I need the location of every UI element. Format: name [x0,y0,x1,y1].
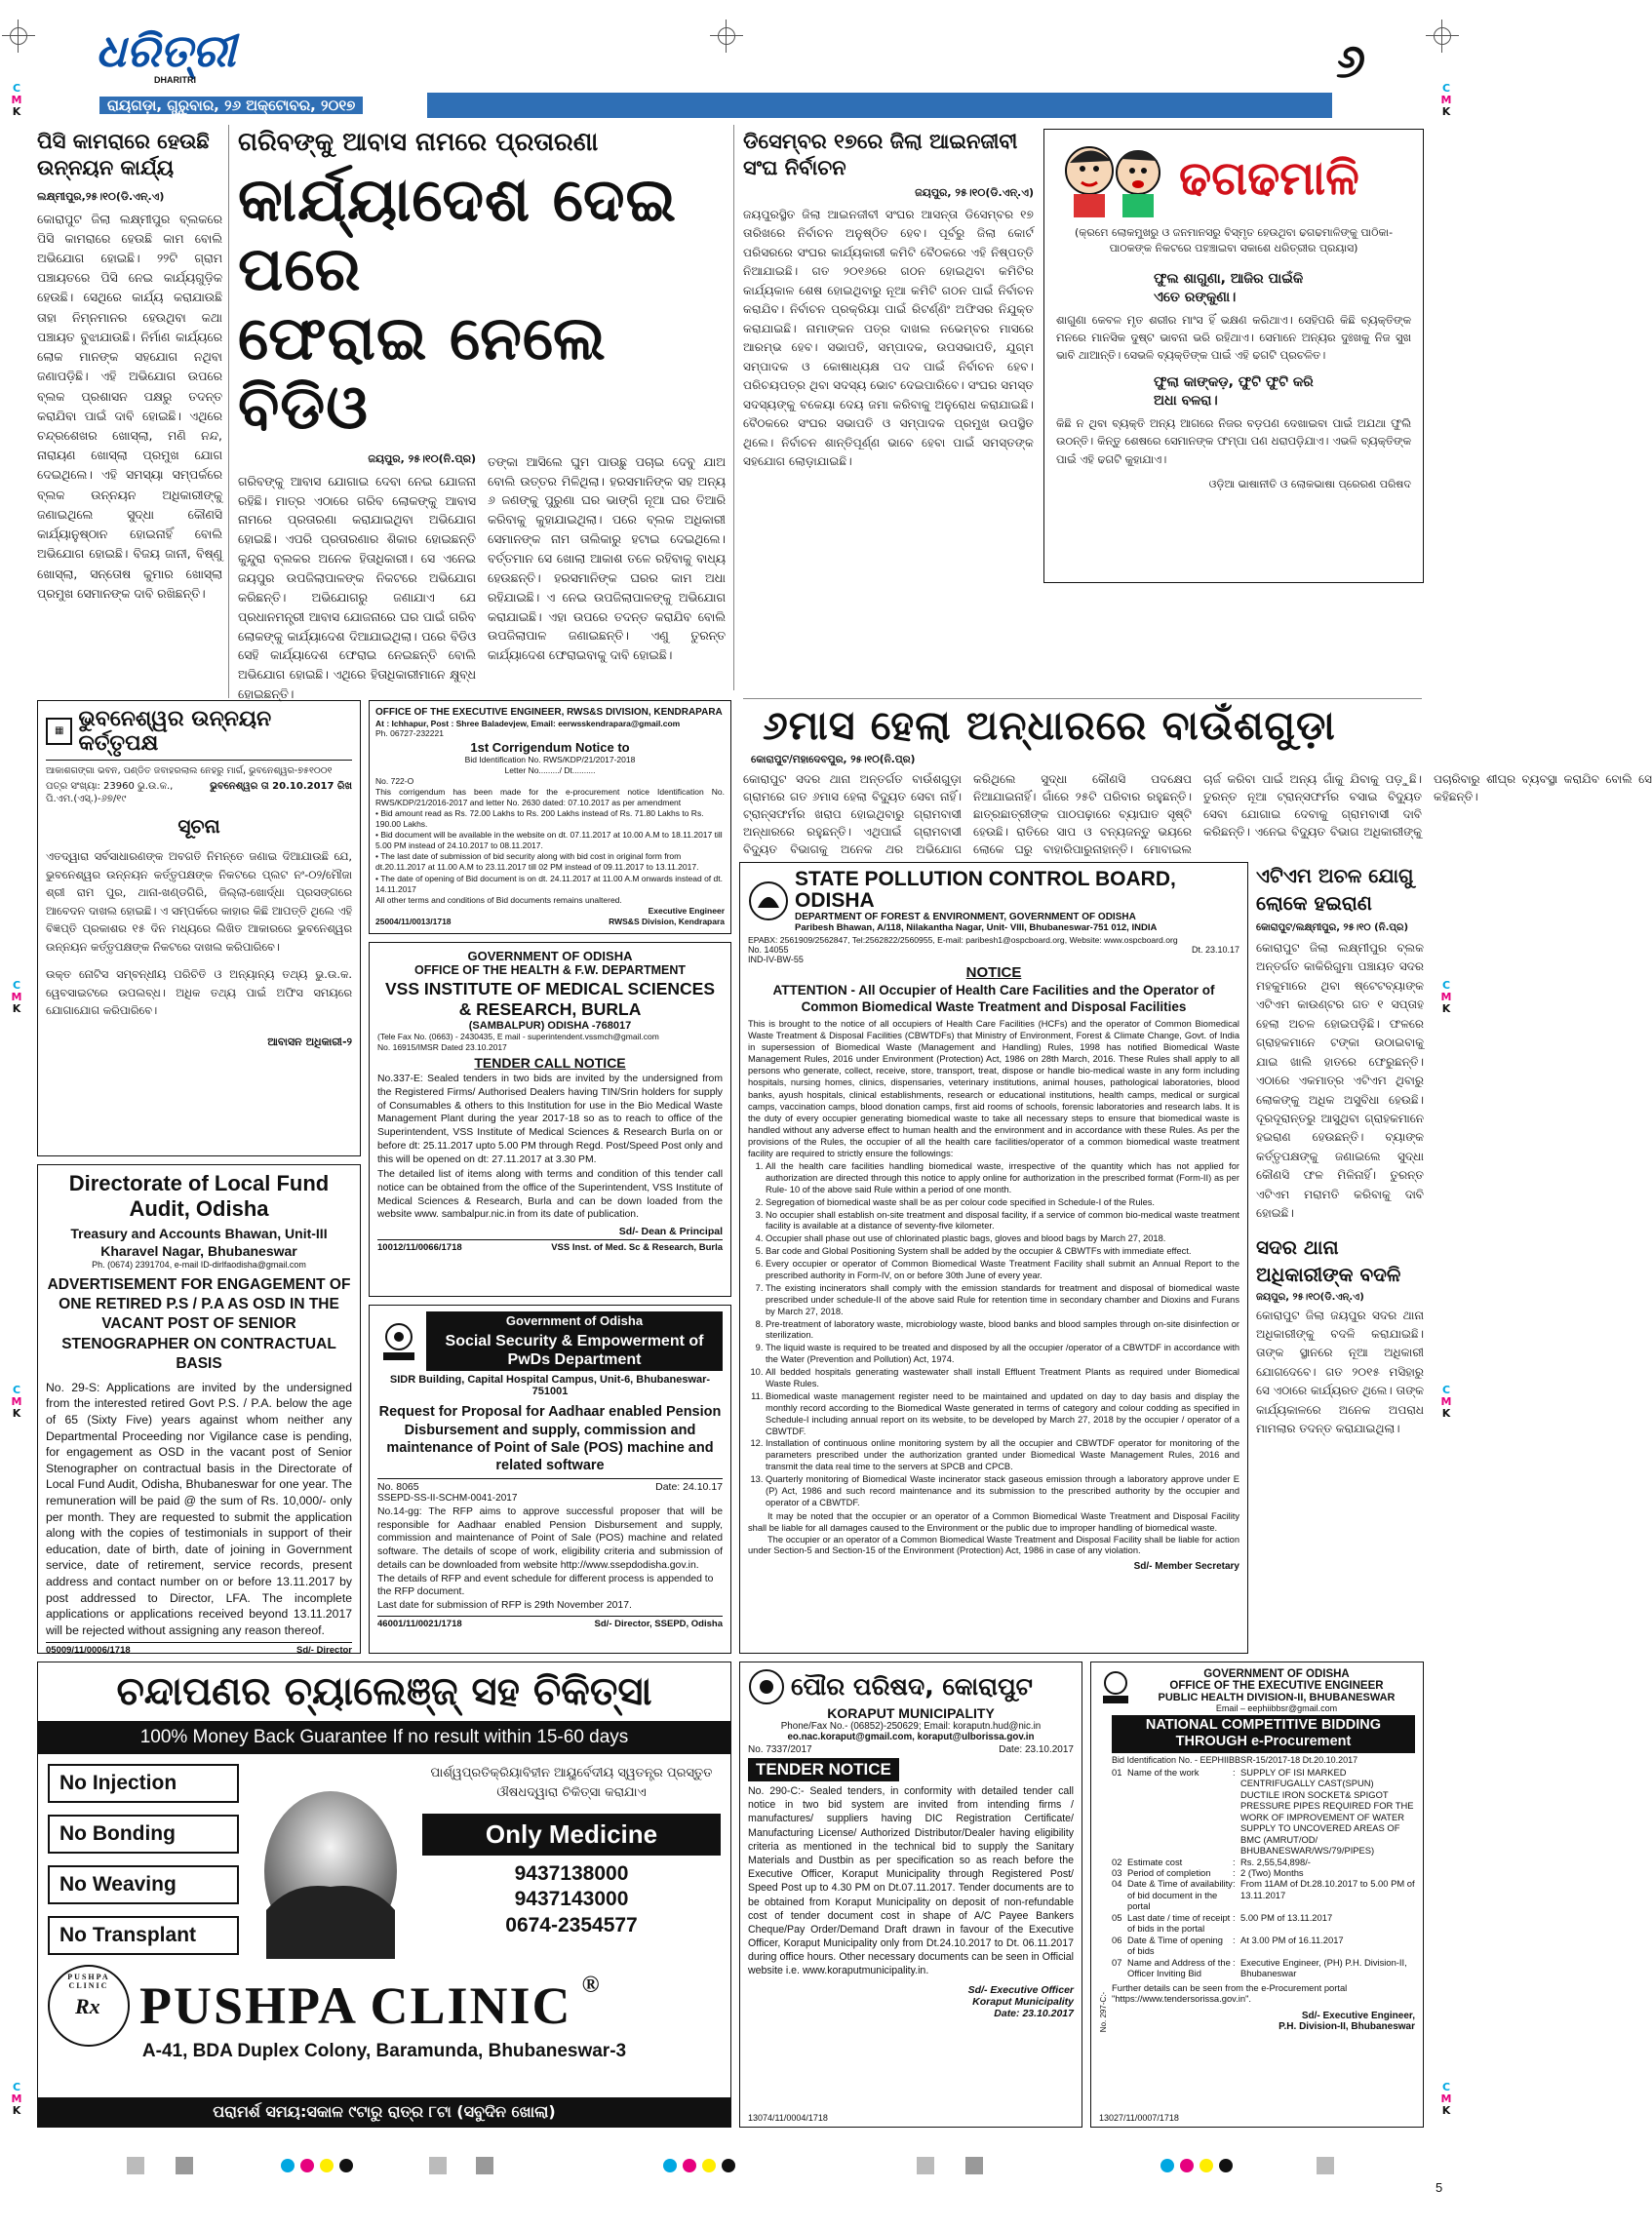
contact: (Tele Fax No. (0663) - 2430435, E mail - superintendent.vssmch@gmail.com [377,1032,659,1041]
notice-ref: ପି.ଏମ.(ଏସ୍‌.)-୬୭/୧୯ [46,794,127,805]
cmk-mark: C M K [11,979,22,1016]
requirement-item: 7. The existing incinerators shall comply with the emission standards for treatment and disposal of biomedical waste prescribed under schedule-II of the above said Rule for retention time in secondary chamber and Dioxins and Furans by March 27, 2018. [766,1283,1239,1318]
phone-2: 9437143000 [514,1888,629,1911]
clinic-name: PUSHPA CLINIC [139,1976,572,2035]
pushpa-clinic-ad [37,1662,731,2128]
headline: ୬ମାସ ହେଲା ଅନ୍ଧାରରେ ବାଉଁଶଗୁଡ଼ା [763,702,1336,749]
office-phone: Ph. 06727-232221 [375,728,444,738]
notice-body: No. 290-C:- Sealed tenders, in conformity with detailed tender call notice in two bid system are invited from intending firms / manufactures/ suppliers having DIC Registration Certificate/ Manufacturing License/ Authorized Distributor/Dealer having eligibility criteria as mentioned in the technical bid to supply the Sanitary Materials and Dustbin as per specification so as reach before the Executive Officer, Koraput Municipality through Registered Post/ Speed Post up to 4.30 PM on Dt.07.11.2017. Tender documents are to be obtained from Koraput Municipality on deposit of non-refundable cost of tender document cost in shape of A/C Payee Bankers Cheque/Pay Order/Demand Draft drawn in favour of the Executive Officer, Koraput Municipality only from Dt.24.10.2017 to Dt. 06.11.2017 during office hours. Other necessary documents can be seen in Official website i.e. www.koraputmunicipality.in. [748,1785,1074,1977]
lfa-advertisement [37,1164,361,1657]
signer: Sd/- Executive Officer [967,1983,1074,1996]
phd-bidding-notice [1090,1662,1424,2128]
ad-body: No. 29-S: Applications are invited by the undersigned from the interested retired Govt P.S. / P.A. below the age of 65 (Sixty Five) years against whom neither any Departmental Proceeding nor Vigilance case is pending, for engagement as OSD in the vacant post of Senior Stenographer on contractual basis in the Directorate of Local Fund Audit, Odisha, Bhubaneswar for one year. The remuneration will be paid @ the sum of Rs. 10,000/- only per month. They are requested to submit the application along with the copies of testimonials in support of their education, date of birth, date of joining in Government service, date of retirement, service records, present address and contact number on or before 13.11.2017 by post addressed to Director, LFA. The incomplete applications or applications received beyond 13.11.2017 will be rejected without assigning any reason thereof. [46,1380,352,1637]
office-title: OFFICE OF THE HEALTH & F.W. DEPARTMENT [414,963,686,977]
requirement-item: 11. Biomedical waste management register need to be maintained and updated on day to day basis and display the monthly record according to the Biomedical Waste generated in terms of category and colour codding as specified in Schedule-I including annual report on its website, to be developed by March 27, 2018 by the occupier / operator of a CBWTDF. [766,1391,1239,1438]
saying-2-text: କିଛି ନ ଥିବା ବ୍ୟକ୍ତି ଅନ୍ୟ ଆଗରେ ନିଜର ବଡ଼ପଣ ଦେଖାଇବା ପାଇଁ ଅଯଥା ଫୁଲି ଉଠନ୍ତି। କିନ୍ତୁ ଶେଷରେ ସେମାନଙ୍କ ଫମ୍ପା ପଣ ଧରାପଡ଼ିଯାଏ। ଏଭଳି ବ୍ୟକ୍ତିଙ୍କ ପାଇଁ ଏହି ଢଗଟି କୁହାଯାଏ। [1056,416,1411,466]
dhaga-dhamali-box [1043,129,1424,583]
notice-heading: ସୂଚନା [177,814,220,839]
portal-note: Further details can be seen from the e-Procurement portal "https://www.tendersorissa.gov.in". [1112,1981,1348,2005]
requirement-item: 5. Bar code and Global Positioning System shall be added by the occupier & CBWTFs with immediate effect. [766,1246,1239,1258]
contact-2: eo.nac.koraput@gmail.com, koraput@ulborissa.gov.in [787,1732,1035,1742]
file-ref: SSEPD-SS-II-SCHM-0041-2017 [377,1492,518,1504]
magenta-dot [683,2159,696,2172]
story-body-2: ତଙ୍କା ଆସିଲେ ଘୁମ ପାଉଛୁ ପଚାଇ ଦେବୁ ଯାଅ ବୋଲି ଉତ୍ତର ମିଳିଥିଲା। ହରସମାନିଙ୍କ ସହ ଅନ୍ୟ ୬ ଜଣଙ୍କୁ ପୁରୁଣା ଘର ଭାଙ୍ଗି ନୂଆ ଘର ତିଆରି କରିବାକୁ କୁହାଯାଇଥିଲା। ପରେ ବ୍ଲକ ଅଧିକାରୀ ସେମାନଙ୍କ ନାମ ତାଲିକାରୁ ହଟାଇ ଦେଇଥିଲେ। ବର୍ତ୍ତମାନ ସେ ଖୋଲା ଆକାଶ ତଳେ ରହିବାକୁ ବାଧ୍ୟ ହେଉଛନ୍ତି। ହରସମାନିଙ୍କ ଘରର କାମ ଅଧା ରହିଯାଇଛି। ଏ ନେଇ ଉପଜିଲାପାଳଙ୍କୁ ଅଭିଯୋଗ କରାଯାଇଛି। ଏହା ଉପରେ ତଦନ୍ତ କରାଯିବ ବୋଲି ଉପଜିଲାପାଳ ଜଣାଇଛନ୍ତି। ଏଣୁ ତୁରନ୍ତ କାର୍ଯ୍ୟାଦେଶ ଫେରାଇବାକୁ ଦାବି ହୋଇଛି। [488,453,726,663]
ref-date: Date: 24.10.17 [655,1480,723,1493]
board-title: STATE POLLUTION CONTROL BOARD, ODISHA [795,868,1176,913]
directorate-address: Treasury and Accounts Bhawan, Unit-III Kharavel Nagar, Bhubaneswar [70,1225,328,1259]
dept-address: SIDR Building, Capital Hospital Campus, Unit-6, Bhubaneswar-751001 [389,1374,711,1398]
folio-number: 5 [1436,2180,1443,2195]
bullet-item: • The date of opening of Bid document is on dt. 24.11.2017 at 11.00 A.M onwards instead of dt. 14.11.2017 [375,873,723,894]
institute-place: (SAMBALPUR) ODISHA -768017 [468,1020,632,1032]
cmk-mark: C M K [11,2081,22,2118]
ref-no: No. 7337/2017 [748,1744,812,1755]
saying-2: ଫୁଲା କାଙ୍କଡ଼, ଫୁଟି ଫୁଟି କରି ଅଧା ବଳରା। [1154,374,1314,410]
ad-code: 25004/11/0013/1718 [375,916,452,926]
rfp-body: No.14-gg: The RFP aims to approve successful proposer that will be responsible for Aadhaar enabled Pension Disbursement and supply, commission and maintenance of Point of Sale (POS) machine and related software. The details of scope of work, eligibility criteria and submission of details can be downloaded from website http://www.ssepdodisha.gov.in. [377,1506,723,1571]
signer: Sd/- Director [295,1645,352,1657]
headline: ଏଟିଏମ ଅଚଳ ଯୋଗୁ ଲୋକେ ହଇରାଣ [1256,864,1414,915]
guarantee-banner: 100% Money Back Guarantee If no result within 15-60 days [38,1721,730,1754]
requirement-item: 6. Every occupier or operator of Common Biomedical Waste Treatment Facility shall submit an Annual Report to the prescribed authority in Form-IV, on or before 30th June of every year. [766,1259,1239,1282]
table-row: 01 Name of the work : SUPPLY OF ISI MARKED CENTRIFUGALLY CAST(SPUN) DUCTILE IRON SOCKET& SPIGOT PRESSURE PIPES REQUIRED FOR THE WORK OF IMPROVEMENT OF WATER SUPPLY TO UNCOVERED AREAS OF BMC (AMRUT/OD/ BHUBANESWAR/WS/79/PIPES) [1112,1766,1414,1857]
notice-no: No. 722-O [375,776,414,787]
odisha-emblem-icon [1099,1668,1132,1707]
yellow-dot [1200,2159,1213,2172]
notice-body-2: ଉକ୍ତ ନୋଟିସ ସମ୍ବନ୍ଧୀୟ ପରିଚିତି ଓ ଅନ୍ୟାନ୍ୟ ତଥ୍ୟ ଭୁ.ଉ.କ. ୱେବସାଇଟରେ ଉପଲବ୍ଧ। ଅଧିକ ତଥ୍ୟ ପାଇଁ ଅଫିସ ସମୟରେ ଯୋଗାଯୋଗ କରିପାରିବେ। [46,967,352,1018]
board-address: Paribesh Bhawan, A/118, Nilakantha Nagar, Unit- VIII, Bhubaneswar-751 012, INDIA [795,922,1158,934]
byline: ଜୟପୁର, ୨୫।୧୦(ନି.ପ୍ର) [368,451,476,465]
gray-swatch [176,2157,193,2174]
yellow-dot [320,2159,334,2172]
cmk-mark: C M K [1440,82,1452,119]
registration-mark [710,20,743,53]
table-row: 06 Date & Time of opening of bids : At 3.00 PM of 16.11.2017 [1112,1934,1344,1957]
rfp-body-2: The details of RFP and event schedule for different process is appended to the RFP document. [377,1573,714,1598]
institute-footer: VSS Inst. of Med. Sc & Research, Burla [551,1242,723,1254]
notice-subheading: ATTENTION - All Occupier of Health Care Facilities and the Operator of Common Biomedical Waste Treatment and Disposal Facilities [772,983,1215,1014]
gray-swatch [127,2157,144,2174]
seal-text: PUSHPA CLINIC [67,1973,110,1990]
cmk-mark: C M K [1440,2081,1452,2118]
column-intro: (କ୍ରମେ ଲୋକମୁଖରୁ ଓ ଜନମାନସରୁ ବିସ୍ମୃତ ହେଉଥିବା ଢଗଢମାଳିଙ୍କୁ ପାଠିକା-ପାଠକଙ୍କ ନିକଟରେ ପହଞ୍ଚାଇବା ସକାଶେ ଧରିତ୍ରୀର ପ୍ରୟାସ) [1074,226,1394,254]
gov-title: Government of Odisha [426,1311,723,1330]
notice-heading: TENDER CALL NOTICE [474,1055,626,1072]
ref-date: Date: 23.10.2017 [999,1744,1074,1755]
notice-date: ଭୁବନେଶ୍ୱର ତା 20.10.2017 ରିଖ [210,781,352,793]
table-row: 04 Date & Time of availability of bid document in the portal : From 11AM of Dt.28.10.2017 to 5.00 PM of 13.11.2017 [1112,1878,1415,1912]
bid-id: Bid Identification No. RWS/KDP/21/2017-2018 [464,755,636,764]
no-weaving: No Weaving [48,1865,239,1904]
cartoon-illustration-icon [1056,137,1171,219]
story-pc-room [37,129,222,696]
cmk-mark: C M K [1440,979,1452,1016]
ad-code: 05009/11/0006/1718 [46,1645,131,1657]
clinic-address: A-41, BDA Duplex Colony, Baramunda, Bhubaneswar-3 [141,2041,627,2061]
municipality-emblem-icon [748,1668,785,1705]
dept-title: DEPARTMENT OF FOREST & ENVIRONMENT, GOVERNMENT OF ODISHA [795,912,1136,923]
office-address: At : Ichhapur, Post : Shree Baladevjew, Email: eerwsskendrapara@gmail.com [375,719,681,728]
dept-title: Social Security & Empowerment of PwDs Department [426,1330,723,1371]
story-body: ଗରିବଙ୍କୁ ଆବାସ ଯୋଗାଇ ଦେବା ନେଇ ଯୋଜନା ରହିଛି। ମାତ୍ର ଏଠାରେ ଗରିବ ଲୋକଙ୍କୁ ଆବାସ ନାମରେ ପ୍ରତାରଣା କରାଯାଇଥିବା ଅଭିଯୋଗ ହୋଇଛି। ଏପରି ପ୍ରତାରଣାର ଶିକାର ହୋଇଛନ୍ତି କୁନ୍ଦୁରା ବ୍ଲକର ଅନେକ ହିତାଧିକାରୀ। ସେ ଏନେଇ ଜୟପୁର ଉପଜିଲାପାଳଙ୍କ ନିକଟରେ ଅଭିଯୋଗ କରିଛନ୍ତି। ଅଭିଯୋଗରୁ ଜଣାଯାଏ ଯେ ପ୍ରଧାନମନ୍ତ୍ରୀ ଆବାସ ଯୋଜନାରେ ଘର ପାଇଁ ଗରିବ ଲୋକଙ୍କୁ କାର୍ଯ୍ୟାଦେଶ ଦିଆଯାଇଥିଲା। ପରେ ବିଡିଓ ସେହି କାର୍ଯ୍ୟାଦେଶ ଫେରାଇ ନେଇଛନ୍ତି ବୋଲି ଅଭିଯୋଗ ହୋଇଛି। ଏଥିରେ ହିତାଧିକାରୀମାନେ କ୍ଷୁବ୍ଧ ହୋଇଛନ୍ତି। [238,473,476,702]
signer-2: Koraput Municipality [972,1995,1074,2008]
requirements-list [748,1161,1239,1509]
signer: ଆବାସନ ଅଧିକାରୀ-୨ [267,1035,352,1048]
byline: କୋରାପୁଟ/ଲକ୍ଷ୍ମୀପୁର, ୨୫।୧୦ (ନି.ପ୍ର) [1256,922,1409,933]
spcb-logo-icon [748,880,789,921]
signer: Sd/- Dean & Principal [618,1226,723,1238]
story-body-2: କୋରାପୁଟ ଜିଲା ଜୟପୁର ସଦର ଥାନା ଅଧିକାରୀଙ୍କୁ ବଦଳି କରାଯାଇଛି। ତାଙ୍କ ସ୍ଥାନରେ ନୂଆ ଅଧିକାରୀ ଯୋଗଦେବେ। ଗତ ୨୦୧୫ ମସିହାରୁ ସେ ଏଠାରେ କାର୍ଯ୍ୟରତ ଥିଲେ। ତାଙ୍କ କାର୍ଯ୍ୟକାଳରେ ଅନେକ ଅପରାଧ ମାମଲାର ତଦନ୍ତ କରାଯାଇଥିଲା। [1256,1308,1424,1436]
file-code: IND-IV-BW-55 [748,955,804,965]
requirement-item: 2. Segregation of biomedical waste shall be as per colour code specified in Schedule-I of the Rules. [766,1197,1239,1209]
requirement-item: 8. Pre-treatment of laboratory waste, microbiology waste, blood banks and blood samples through on-site disinfection or sterilization. [766,1319,1239,1343]
notice-title: ଭୁବନେଶ୍ୱର ଉନ୍ନୟନ କର୍ତ୍ତୃପକ୍ଷ [78,707,272,756]
division: RWS&S Division, Kendrapara [609,916,725,926]
memo-no: ପତ୍ର ସଂଖ୍ୟା: 23960 ଭୁ.ଉ.କ., [46,781,174,793]
ref-no: No. 14055 [748,945,789,956]
notice-intro: This is brought to the notice of all occupiers of Health Care Facilities (HCFs) and the operator of Common Biomedical Waste Treatment & Disposal Facilities (CBWTDFs) that Ministry of Environment, Forest & Climate Change, Govt. of India in supersession of Biomedical Waste (Management and Handling) Rules, 1998 has notified Biomedical Waste Management Rules, 2016 under Environment (Protection) Act, 1986 on 28th March, 2016. These Rules shall apply to all persons who generate, collect, receive, store, transport, treat, dispose or handle bio-medical waste in any form including hospitals, nursing homes, clinics, dispensaries, veterinary institutions, animal houses, pathological laboratories, blood banks, ayush hospitals, clinical establishments, research or educational institutions, health camps, medical or surgical camps, vaccination camps, blood donation camps, first aid rooms of schools, forensic laboratories and research labs. It is the duty of every occupier generating biomedical waste to take all necessary steps to ensure that biomedical waste is handled without any adverse effect to human health and the environment and in accordance with these Rules. As per the provisions of the Rules, the occupier of all the health care facilities/operator of a common biomedical waste treatment facility are required to strictly ensure the followings: [748,1019,1239,1158]
ad-code: 10012/11/0066/1718 [377,1242,462,1254]
ad-code: 13027/11/0007/1718 [1099,2113,1179,2123]
story-baunsaguda [743,702,1652,857]
phone-3: 0674-2354577 [505,1913,638,1936]
story-main [238,128,726,702]
gray-swatch [965,2157,983,2174]
masthead-logo [96,26,252,90]
ref-no: No. 16915/IMSR Dated 23.10.2017 [377,1042,507,1053]
board-contact: EPABX: 2561909/2562847, Tel:2562822/2560955, E-mail: paribesh1@ospcboard.org, Website: www.ospcboard.org [748,935,1178,946]
notice-para-2: The occupier or an operator of a Common Biomedical Waste Treatment and Disposal Facility shall be liable for action under Section-5 and Section-15 of the Environment (Protection) Act, 1986 in case of any violation. [748,1534,1239,1556]
table-row: 05 Last date / time of receipt of bids in the portal : 5.00 PM of 13.11.2017 [1112,1911,1333,1935]
headline: ପିସି କାମରାରେ ହେଉଛି ଉନ୍ନୟନ କାର୍ଯ୍ୟ [37,130,210,180]
headline-2: ଫେରାଇ ନେଲେ ବିଡିଓ [238,302,607,444]
requirement-item: 3. No occupier shall establish on-site treatment and disposal facility, if a service of common bio-medical waste treatment facility is available at a distance of seventy-five kilometer. [766,1210,1239,1233]
table-row: 02 Estimate cost : Rs. 2,55,54,898/- [1112,1856,1311,1867]
notice-body-2: The detailed list of items along with terms and condition of this tender call notice can be obtained from the office of the Superintendent, VSS Institute of Medical Sciences & Research, Burla and can be down loaded from the website www. sambalpur.nic.in from its date of publication. [377,1169,723,1221]
black-dot [339,2159,353,2172]
table-row: 07 Name and Address of the Officer Inviting Bid : Executive Engineer, (PH) P.H. Division-II, Bhubaneswar [1112,1956,1407,1979]
kicker: ଗରିବଙ୍କୁ ଆବାସ ନାମରେ ପ୍ରତାରଣା [238,128,599,157]
logo-subtitle: DHARITRI [154,75,196,85]
story-body: କୋରାପୁଟ ଜିଲା ଲକ୍ଷ୍ମୀପୁର ବ୍ଲକ ଅନ୍ତର୍ଗତ କାକିରିଗୁମା ପଞ୍ଚାୟତ ସଦର ମହକୁମାରେ ଥିବା ଷ୍ଟେଟବ୍ୟାଙ୍କ ଏଟିଏମ କାଉଣ୍ଟର ଗତ ୧ ସପ୍ତାହ ହେଲା ଅଚଳ ହୋଇପଡ଼ିଛି। ଫଳରେ ଗ୍ରାହକମାନେ ଟଙ୍କା ଉଠାଇବାକୁ ଯାଇ ଖାଲି ହାତରେ ଫେରୁଛନ୍ତି। ଏଠାରେ ଏକମାତ୍ର ଏଟିଏମ ଥିବାରୁ ଲୋକଙ୍କୁ ଅଧିକ ଅସୁବିଧା ହେଉଛି। ଦୂରଦୂରାନ୍ତରୁ ଆସୁଥିବା ଗ୍ରାହକମାନେ ହଇରାଣ ହେଉଛନ୍ତି। ବ୍ୟାଙ୍କ କର୍ତ୍ତୃପକ୍ଷଙ୍କୁ ଜଣାଇଲେ ସୁଦ୍ଧା କୌଣସି ଫଳ ମିଳିନାହିଁ। ତୁରନ୍ତ ଏଟିଏମ ମରାମତି କରିବାକୁ ଦାବି ହୋଇଛି। [1256,941,1424,1221]
cyan-dot [281,2159,295,2172]
clinic-timing: ପରାମର୍ଶ ସମୟ:ସକାଳ ୯ଟାରୁ ରାତ୍ର ୮ଟା (ସବୁଦିନ ଖୋଲା) [38,2097,730,2127]
story-atm [1256,862,1424,1652]
saying-1: ଫୁଲ ଶାଗୁଣା, ଆଜିର ପାଇଁକି ଏତେ ରଙ୍କୁଣା। [1154,270,1304,305]
directorate-contact: Ph. (0674) 2391704, e-mail ID-dirlfaodisha@gmail.com [92,1260,306,1271]
seal-rx: Rx [75,1994,100,2018]
requirement-item: 4. Occupier shall phase out use of chlorinated plastic bags, gloves and blood bags by March 27, 2018. [766,1233,1239,1245]
gray-swatch [1317,2157,1334,2174]
registration-mark [2,20,35,53]
notice-body: ଏତଦ୍ୱାରା ସର୍ବସାଧାରଣଙ୍କ ଅବଗତି ନିମନ୍ତେ ଜଣାଇ ଦିଆଯାଉଛି ଯେ, ଭୁବନେଶ୍ୱର ଉନ୍ନୟନ କର୍ତ୍ତୃପକ୍ଷଙ୍କ ନିକଟରେ ପ୍ଲଟ ନଂ-୦୨/ମୌଜା ଶ୍ରୀ ରାମ ପୁର, ଥାନା-ଖଣ୍ଡଗିରି, ଜିଲ୍ଲା-ଖୋର୍ଦ୍ଧା ପ୍ରସଙ୍ଗରେ ଆବେଦନ ଦାଖଲ ହୋଇଛି। ଏ ସମ୍ପର୍କରେ କାହାର କିଛି ଆପତ୍ତି ଥିଲେ ଏହି ବିଜ୍ଞପ୍ତି ପ୍ରକାଶର ୧୫ ଦିନ ମଧ୍ୟରେ ଲିଖିତ ଆକାରରେ ଭୁବନେଶ୍ୱର ଉନ୍ନୟନ କର୍ତ୍ତୃପକ୍ଷଙ୍କ ନିକଟରେ ଦାଖଲ କରିପାରିବେ। [46,849,352,954]
black-dot [722,2159,735,2172]
division-title: PUBLIC HEALTH DIVISION-II, BHUBANESWAR [1158,1692,1396,1703]
byline: କୋରାପୁଟ/ମହାଦେବପୁର, ୨୫।୧୦(ନି.ପ୍ର) [751,754,916,766]
side-ref: No. 297-C:- [1099,1991,1108,2033]
requirement-item: 12. Installation of continuous online monitoring system by all the occupier and CBWTDF operator for monitoring of the parameters prescribed under the authorization granted under Biomedical Waste Management Rules, 2016 and transmit the data real time to the servers at SPCB and CPCB. [766,1438,1239,1473]
byline: ଜୟପୁର, ୨୫।୧୦(ଡି.ଏନ୍‌.ଏ) [915,185,1034,199]
email: Email – eephiibbsr@gmail.com [1215,1703,1338,1713]
cmk-mark: C M K [11,82,22,119]
signer-date: Date: 23.10.2017 [994,2007,1074,2019]
office-title: OFFICE OF THE EXECUTIVE ENGINEER [1169,1680,1384,1692]
clinic-seal [48,1965,130,2047]
notice-body: No.337-E: Sealed tenders in two bids are invited by the undersigned from the Registered Firms/ Authorised Dealers having TIN/Srin holders for supply of Consumables & others to this Institution for use in the Bio Medical Waste Management Plant during the year 2017-18 so as to reach to office of the Superintendent, VSS Institute of Medical Sciences & Research Burla on or before dt: 25.11.2017 upto 5.00 PM through Regd. Post/Speed Post only and this will be opened on dt: 27.11.2017 at 3.30 PM. [377,1074,723,1165]
contact: Phone/Fax No.- (06852)-250629; Email: koraputn.hud@nic.in [780,1721,1042,1732]
notice-address: ଆକାଶଗଙ୍ଗା ଭବନ, ପଣ୍ଡିତ ଜବାହରଲାଲ ନେହରୁ ମାର୍ଗ, ଭୁବନେଶ୍ୱର-୭୫୧୦୦୧ [46,765,333,776]
rfp-deadline: Last date for submission of RFP is 29th November 2017. [377,1600,632,1612]
headline: ଡିସେମ୍ବର ୧୭ରେ ଜିଲା ଆଇନଜୀବୀ ସଂଘ ନିର୍ବାଚନ [743,130,1018,180]
ref-date: Dt. 23.10.17 [1191,945,1239,956]
only-medicine: Only Medicine [422,1814,721,1856]
bullet-item: • The last date of submission of bid security along with bid cost in original form from dt.20.11.2017 at 11.00 A.M to 23.11.2017 till 02 PM instead of 09.11.2017 to 13.11.2017. [375,851,699,873]
bid-table [1112,1767,1415,1979]
signer: Sd/- Director, SSEPD, Odisha [594,1618,723,1629]
ad-code: 13074/11/0004/1718 [748,2113,828,2123]
gov-title: GOVERNMENT OF ODISHA [467,949,633,963]
dateline: ରାୟଗଡ଼ା, ଗୁରୁବାର, ୨୬ ଅକ୍ଟୋବର, ୨୦୧୭ [99,97,363,114]
table-row: 03 Period of completion : 2 (Two) Months [1112,1867,1304,1878]
bda-logo-icon: ▦ [46,718,72,745]
rfp-heading: Request for Proposal for Aadhaar enabled Pension Disbursement and supply, commission and maintenance of Point of Sale (POS) machine and related software [378,1404,722,1473]
spcb-notice [739,862,1248,1654]
requirement-item: 9. The liquid waste is required to be treated and disposed by all the occupier /operator of a CBWTDF in accordance with the Water (Prevention and Pollution) Act, 1974. [766,1343,1239,1366]
cmk-mark: C M K [11,1384,22,1421]
notice-body: This corrigendum has been made for the e-procurement notice Identification No. RWS/KDP/21/2016-2017 and letter No. 2630 dated: 07.10.2017 as per amendment [375,787,725,808]
ssepd-rfp-notice [369,1305,731,1654]
bald-head-illustration-icon [253,1764,409,1959]
requirement-item: 13. Quarterly monitoring of Biomedical Waste incinerator stack gaseous emission through a laboratory approve under E (P) Act, 1986 and such record maintenance and its submission to the prescribed authority by the occupier and operator of a CBWTDF. [766,1474,1239,1509]
bidding-heading: NATIONAL COMPETITIVE BIDDING THROUGH e-Procurement [1112,1715,1415,1753]
byline: ଲକ୍ଷ୍ମୀପୁର,୨୫।୧୦(ଡି.ଏନ୍‌.ଏ) [37,189,165,203]
magenta-dot [300,2159,314,2172]
cmk-mark: C M K [1440,1384,1452,1421]
no-bonding: No Bonding [48,1815,239,1854]
office-title: OFFICE OF THE EXECUTIVE ENGINEER, RWS&S DIVISION, KENDRAPARA [375,707,723,718]
signer: Sd/- Executive Engineer, [1301,2011,1415,2022]
gov-title: GOVERNMENT OF ODISHA [1203,1668,1350,1680]
dateline-bar [96,93,1332,118]
rws-corrigendum [369,700,731,934]
black-dot [1219,2159,1233,2172]
magenta-dot [1180,2159,1194,2172]
headline: କାର୍ଯ୍ୟାଦେଶ ଦେଇ ପରେ [238,163,678,304]
cyan-dot [663,2159,677,2172]
requirement-item: 10. All bedded hospitals generating wastewater shall install Effluent Treatment Plants as required under Biomedical Waste Rules. [766,1367,1239,1390]
gray-swatch [429,2157,447,2174]
notice-heading: TENDER NOTICE [748,1758,899,1781]
gray-swatch [476,2157,493,2174]
page-number: ୬ [1336,36,1366,88]
ad-heading: ADVERTISEMENT FOR ENGAGEMENT OF ONE RETIRED P.S / P.A AS OSD IN THE VACANT POST OF SENIOR STENOGRAPHER ON CONTRACTUAL BASIS [47,1276,351,1372]
letter-no: Letter No........./ Dt.......... [504,765,596,776]
byline-2: ଜୟପୁର, ୨୫।୧୦(ଡି.ଏନ୍‌.ଏ) [1256,1291,1364,1303]
story-body: କୋରାପୁଟ ସଦର ଥାନା ଅନ୍ତର୍ଗତ ବାଉଁଶଗୁଡ଼ା ଗ୍ରାମରେ ଗତ ୬ମାସ ହେଲା ବିଦ୍ୟୁତ ସେବା ନାହିଁ। ଟ୍ରାନ୍ସଫର୍ମର ଖରାପ ହୋଇଥିବାରୁ ଗ୍ରାମବାସୀ ଅନ୍ଧାରରେ ରହୁଛନ୍ତି। ଏଥିପାଇଁ ଗ୍ରାମବାସୀ ବିଦ୍ୟୁତ ବିଭାଗକୁ ଅନେକ ଥର ଅଭିଯୋଗ କରିଥିଲେ ସୁଦ୍ଧା କୌଣସି ପଦକ୍ଷେପ ନିଆଯାଇନାହିଁ। ଗାଁରେ ୨୫ଟି ପରିବାର ରହୁଛନ୍ତି। ଛାତ୍ରଛାତ୍ରୀଙ୍କ ପାଠପଢ଼ାରେ ବ୍ୟାଘାତ ସୃଷ୍ଟି ହେଉଛି। ରାତିରେ ସାପ ଓ ବନ୍ୟଜନ୍ତୁ ଭୟରେ ଲୋକେ ଘରୁ ବାହାରିପାରୁନାହାନ୍ତି। ମୋବାଇଲ ଚାର୍ଜ କରିବା ପାଇଁ ଅନ୍ୟ ଗାଁକୁ ଯିବାକୁ ପଡ଼ୁଛି। ତୁରନ୍ତ ନୂଆ ଟ୍ରାନ୍ସଫର୍ମର ବସାଇ ବିଦ୍ୟୁତ ସେବା ଯୋଗାଇ ଦେବାକୁ ଗ୍ରାମବାସୀ ଦାବି କରିଛନ୍ତି। ଏନେଇ ବିଦ୍ୟୁତ ବିଭାଗ ଅଧିକାରୀଙ୍କୁ ପଚାରିବାରୁ ଶୀଘ୍ର ବ୍ୟବସ୍ଥା କରାଯିବ ବୋଲି ସେ କହିଛନ୍ତି। [743,772,1652,857]
bullet-item: • Bid amount read as Rs. 72.00 Lakhs to Rs. 200 Lakhs instead of Rs. 71.80 Lakhs to Rs. 190.00 Lakhs. [375,808,704,830]
koraput-tender-notice [739,1662,1082,2128]
bda-notice [37,700,361,1156]
clinic-subtext: ପାର୍ଶ୍ୱପ୍ରତିକ୍ରିୟାବିହୀନ ଆୟୁର୍ବେଦୀୟ ସ୍ୱତନ୍ତ୍ର ପ୍ରସ୍ତୁତ ଔଷଧଦ୍ୱାରା ଚିକିତ୍ସା କରାଯାଏ [430,1766,713,1800]
registration-mark [1426,20,1459,53]
bid-id: Bid Identification No. - EEPHIIBBSR-15/2017-18 Dt.20.10.2017 [1112,1754,1358,1765]
cyan-dot [1160,2159,1174,2172]
odisha-emblem-icon [377,1317,420,1366]
yellow-dot [702,2159,716,2172]
headline-2: ସଦର ଥାନା ଅଧିକାରୀଙ୍କ ବଦଳି [1256,1234,1401,1286]
phone-1: 9437138000 [514,1862,629,1885]
bullet-list [375,808,725,894]
institute-name: VSS INSTITUTE OF MEDICAL SCIENCES & RESEARCH, BURLA [384,979,716,1019]
saying-1-text: ଶାଗୁଣା କେବଳ ମୃତ ଶରୀର ମାଂସ ହିଁ ଭକ୍ଷଣ କରିଥାଏ। ସେହିପରି କିଛି ବ୍ୟକ୍ତିଙ୍କ ମନରେ ମାନସିକ ଦୁଷ୍ଟ ଭାବନା ଭରି ରହିଥାଏ। ସେମାନେ ଅନ୍ୟର ଦୁଃଖକୁ ନିଜ ସୁଖ ଭାବି ଥାଆନ୍ତି। ସେଭଳି ବ୍ୟକ୍ତିଙ୍କ ପାଇଁ ଏହି ଢଗଟି ପ୍ରଚଳିତ। [1056,312,1411,363]
registered-mark: ® [581,1973,600,1998]
bullet-item: • Bid document will be available in the website on dt. 07.11.2017 at 10.00 A.M to 18.11.2017 till 5.00 PM instead of 24.10.2017 to 08.11.2017. [375,830,723,851]
vss-tender-notice [369,942,731,1297]
story-body: ଜୟପୁରସ୍ଥିତ ଜିଲା ଆଇନଜୀବୀ ସଂଘର ଆସନ୍ତା ଡିସେମ୍ବର ୧୭ ତାରିଖରେ ନିର୍ବାଚନ ଅନୁଷ୍ଠିତ ହେବ। ପୂର୍ବରୁ ଜିଲା କୋର୍ଟ ପରିସରରେ ସଂଘର କାର୍ଯ୍ୟକାରୀ କମିଟି ବୈଠକରେ ଏହି ନିଷ୍ପତ୍ତି ନିଆଯାଇଛି। ଗତ ୨୦୧୬ରେ ଗଠନ ହୋଇଥିବା କମିଟିର କାର୍ଯ୍ୟକାଳ ଶେଷ ହୋଇଥିବାରୁ ନୂଆ କମିଟି ଗଠନ ପାଇଁ ନିର୍ବାଚନ କରାଯିବ। ନିର୍ବାଚନ ପ୍ରକ୍ରିୟା ପାଇଁ ରିଟର୍ଣ୍ଣିଂ ଅଫିସର ନିଯୁକ୍ତ କରାଯାଇଛି। ନାମାଙ୍କନ ପତ୍ର ଦାଖଲ ନଭେମ୍ବର ମାସରେ ଆରମ୍ଭ ହେବ। ସଭାପତି, ସମ୍ପାଦକ, ଉପସଭାପତି, ଯୁଗ୍ମ ସମ୍ପାଦକ ଓ କୋଷାଧ୍ୟକ୍ଷ ପଦ ପାଇଁ ନିର୍ବାଚନ ହେବ। ପରିଚୟପତ୍ର ଥିବା ସଦସ୍ୟ ଭୋଟ ଦେଇପାରିବେ। ସଂଘର ସମସ୍ତ ସଦସ୍ୟଙ୍କୁ ବକେୟା ଦେୟ ଜମା କରିବାକୁ ଅନୁରୋଧ କରାଯାଇଛି। ବୈଠକରେ ସଂଘର ସଭାପତି ଓ ସମ୍ପାଦକ ପ୍ରମୁଖ ଉପସ୍ଥିତ ଥିଲେ। ନିର୍ବାଚନ ଶାନ୍ତିପୂର୍ଣ୍ଣ ଭାବେ ହେବା ପାଇଁ ସମସ୍ତଙ୍କ ସହଯୋଗ ଲୋଡ଼ାଯାଇଛି। [743,207,1034,469]
ref-no: No. 8065 [377,1480,419,1493]
notice-heading: 1st Corrigendum Notice to [470,740,630,755]
requirement-item: 1. All the health care facilities handling biomedical waste, irrespective of the quantity which has not applied for authorization are directed through this notice to apply online for authorization in the prescribed format (Form-II) as per Rule- 10 of the above said Rule within a period of one month. [766,1161,1239,1196]
municipality-name: KORAPUT MUNICIPALITY [827,1705,995,1721]
municipality-title: ପୌର ପରିଷଦ, କୋରାପୁଟ [791,1672,1034,1701]
no-transplant: No Transplant [48,1916,239,1955]
gray-swatch [917,2157,934,2174]
footer-line: All other terms and conditions of Bid documents remains unaltered. [375,894,622,905]
no-injection: No Injection [48,1764,239,1803]
ad-code: 46001/11/0021/1718 [377,1618,462,1629]
story-election [743,129,1034,694]
clinic-headline: ଚନ୍ଦାପଣର ଚ୍ୟାଲେଞ୍ଜ୍ ସହ ଚିକିତ୍ସା [116,1669,652,1714]
directorate-title: Directorate of Local Fund Audit, Odisha [68,1171,330,1222]
signer: Sd/- Member Secretary [1133,1561,1239,1573]
column-credit: ଓଡ଼ିଆ ଭାଷାନୀତି ଓ ଲୋକଭାଷା ପ୍ରେରଣ ପରିଷଦ [1208,477,1411,490]
story-body: କୋରାପୁଟ ଜିଲା ଲକ୍ଷ୍ମୀପୁର ବ୍ଲକରେ ପିସି କାମରାରେ ହେଉଛି କାମ ବୋଲି ଅଭିଯୋଗ ହୋଇଛି। ୨୨ଟି ଗ୍ରାମ ପଞ୍ଚାୟତରେ ପିସି ନେଇ କାର୍ଯ୍ୟଗୁଡ଼ିକ ହେଉଛି। ସେଥିରେ କାର୍ଯ୍ୟ କରାଯାଉଛି ତାହା ନିମ୍ନମାନର ହେଉଥିବା କଥା ପଞ୍ଚାୟତ ବୁଝାଯାଉଛି। ନିର୍ମାଣ କାର୍ଯ୍ୟରେ ଲୋକ ମାନଙ୍କ ସହଯୋଗ ନଥିବା ଜଣାପଡ଼ିଛି। ଏହି ଅଭିଯୋଗ ଉପରେ ବ୍ଲକ ପ୍ରଶାସନ ପକ୍ଷରୁ ତଦନ୍ତ କରାଯିବା ପାଇଁ ଦାବି ହୋଇଛି। ଏଥିରେ ଚନ୍ଦ୍ରଶେଖର ଖୋସ୍ଲା, ମଣି ନନ୍ଦ, ନାରାୟଣ ଖୋସ୍ଲା ପ୍ରମୁଖ ଯୋଗ ଦେଇଥିଲେ। ଏହି ସମସ୍ୟା ସମ୍ପର୍କରେ ବ୍ଲକ ଉନ୍ନୟନ ଅଧିକାରୀଙ୍କୁ ଜଣାଇଥିଲେ ସୁଦ୍ଧା କୌଣସି କାର୍ଯ୍ୟାନୁଷ୍ଠାନ ହୋଇନାହିଁ ବୋଲି ଅଭିଯୋଗ ହୋଇଛି। ବିଜୟ ଜାନୀ, ବିଷ୍ଣୁ ଖୋସ୍ଲା, ସନ୍ତୋଷ କୁମାର ଖୋସ୍ଲା ପ୍ରମୁଖ ସେମାନଙ୍କ ଦାବି ରଖିଛନ୍ତି। [37,211,222,601]
notice-para-1: It may be noted that the occupier or an operator of a Common Biomedical Waste Treatment and Disposal Facility shall be liable for all damages caused to the Environment or the public due to improper handling of biomedical waste. [748,1510,1239,1533]
notice-heading: NOTICE [965,964,1022,982]
column-title: ଢଗଢମାଳି [1179,151,1359,206]
signer-2: P.H. Division-II, Bhubaneswar [1278,2021,1415,2033]
logo-text: ଧରିତ୍ରୀ [96,26,236,76]
signer: Executive Engineer [648,905,725,916]
